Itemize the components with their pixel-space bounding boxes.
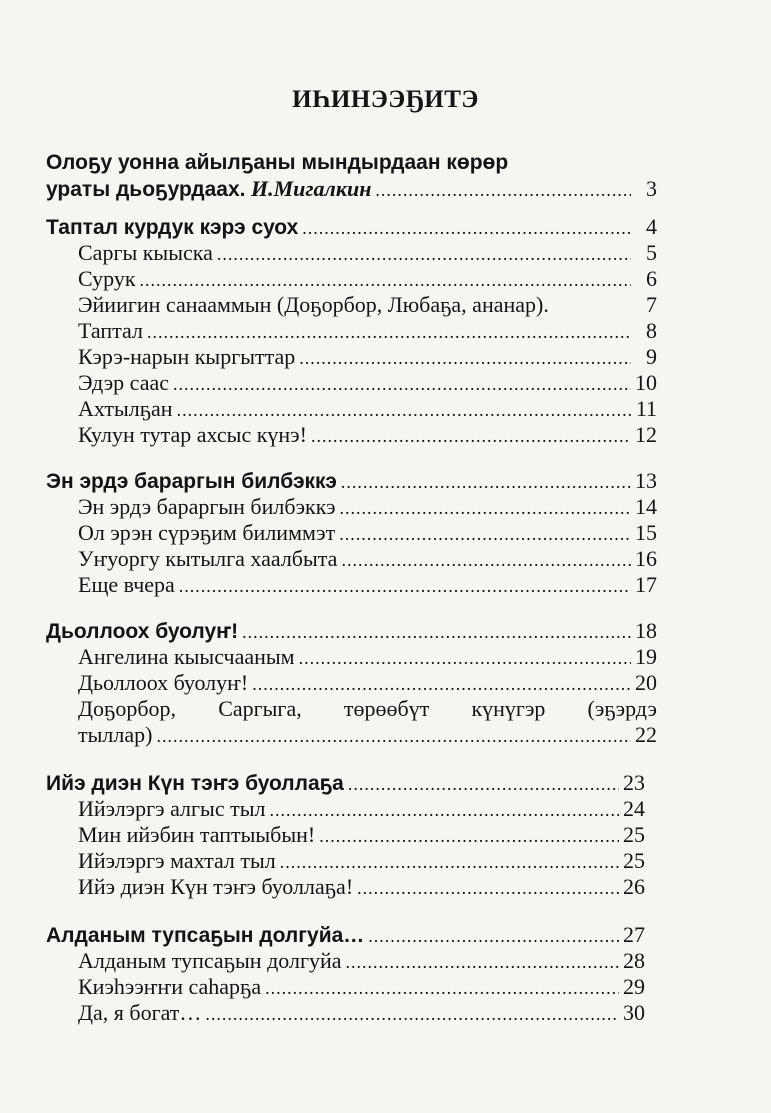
entry-label: Ол эрэн сүрэҕим билиммэт	[78, 520, 336, 545]
leader-dots	[339, 521, 631, 547]
toc-entry	[78, 974, 645, 1001]
intro-line-2	[46, 176, 371, 203]
toc-entry	[78, 422, 657, 449]
leader-dots	[147, 319, 631, 345]
toc-entry	[78, 240, 657, 267]
leader-dots	[302, 215, 631, 241]
entry-label: Сурук	[78, 266, 136, 291]
page-number: 27	[623, 922, 645, 947]
toc-section	[46, 922, 645, 949]
page-number: 12	[635, 422, 657, 447]
page-number: 13	[635, 468, 657, 493]
leader-dots	[265, 975, 619, 1001]
page-number: 16	[635, 546, 657, 571]
leader-dots	[357, 875, 619, 901]
page-number: 30	[623, 1000, 645, 1025]
toc-entry	[78, 266, 657, 293]
toc-entry	[78, 318, 657, 345]
leader-dots	[156, 723, 631, 749]
leader-dots	[299, 345, 631, 371]
page-number: 11	[635, 396, 657, 421]
page-number: 10	[635, 370, 657, 395]
entry-label: Да, я богат…	[78, 1000, 202, 1025]
toc-section	[46, 468, 657, 495]
entry-label: Еще вчера	[78, 572, 175, 597]
entry-label: Ахтылҕан	[78, 396, 173, 421]
toc-entry	[78, 572, 657, 599]
leader-dots	[252, 671, 631, 697]
entry-label: Ангелина кыысчааным	[78, 644, 295, 669]
page-number: 6	[646, 266, 657, 291]
toc-entry	[78, 370, 657, 397]
entry-label: Саргы кыыска	[78, 240, 213, 265]
page-number: 5	[646, 240, 657, 265]
intro-line-1: Олоҕу уонна айылҕаны мындырдаан көрөр	[46, 151, 509, 174]
leader-dots	[341, 547, 631, 573]
page-number: 19	[635, 644, 657, 669]
page-number: 25	[623, 848, 645, 873]
page-number: 15	[635, 520, 657, 545]
leader-dots	[311, 423, 631, 449]
page-title: ИҺИНЭЭҔИТЭ	[292, 86, 479, 113]
entry-label: Эн эрдэ бараргын билбэккэ	[78, 494, 336, 519]
page-number: 4	[646, 214, 657, 239]
toc-entry	[78, 292, 657, 319]
toc-entry	[78, 644, 657, 671]
page-number: 8	[646, 318, 657, 343]
leader-dots	[368, 923, 619, 949]
leader-dots	[269, 797, 619, 823]
toc-section	[46, 770, 645, 797]
toc-entry	[78, 670, 657, 697]
page-number: 18	[635, 618, 657, 643]
section-title: Дьоллоох буолуҥ!	[46, 620, 239, 643]
toc-section	[46, 618, 657, 645]
section-title: Таптал курдук кэрэ суох	[46, 216, 299, 239]
leader-dots	[319, 823, 619, 849]
entry-label: Дьоллоох буолуҥ!	[78, 670, 249, 695]
entry-label: Кулун тутар ахсыс күнэ!	[78, 422, 307, 447]
page-number: 25	[623, 822, 645, 847]
toc-entry-wrapped-line: Доҕорбор, Саргыга, төрөөбүт күнүгэр (эҕэрдэ	[78, 696, 657, 721]
intro-author: И.Мигалкин	[251, 176, 372, 201]
toc-entry	[78, 494, 657, 521]
toc-entry	[78, 396, 657, 423]
entry-label: Уҥуоргу кытылга хаалбыта	[78, 546, 338, 571]
toc-entry	[78, 1000, 645, 1027]
leader-dots	[242, 619, 631, 645]
toc-entry	[78, 822, 645, 849]
page-number: 7	[646, 292, 657, 317]
entry-label: Эйиигин санааммын (Доҕорбор, Любаҕа, ананар).	[78, 292, 549, 317]
entry-label: Ийэлэргэ махтал тыл	[78, 848, 276, 873]
entry-label: Мин ийэбин таптыыбын!	[78, 822, 316, 847]
toc-entry	[78, 722, 657, 749]
intro-entry	[46, 176, 657, 203]
intro-text: ураты дьоҕурдаах.	[46, 178, 246, 201]
section-title: Алданым тупсаҕын долгуйа…	[46, 924, 365, 947]
toc-entry	[78, 848, 645, 875]
toc-entry	[78, 796, 645, 823]
page-number: 23	[623, 770, 645, 795]
page-number: 26	[623, 874, 645, 899]
toc-entry	[78, 874, 645, 901]
section-title: Эн эрдэ бараргын билбэккэ	[46, 470, 337, 493]
toc-entry	[78, 344, 657, 371]
page-number: 24	[623, 796, 645, 821]
leader-dots	[346, 949, 619, 975]
leader-dots	[375, 177, 631, 203]
entry-label: Киэһээҥҥи саһарҕа	[78, 974, 262, 999]
leader-dots	[340, 495, 631, 521]
leader-dots	[140, 267, 631, 293]
leader-dots	[341, 469, 631, 495]
leader-dots	[299, 645, 631, 671]
entry-label: Таптал	[78, 318, 143, 343]
toc-entry	[78, 546, 657, 573]
leader-dots	[177, 397, 631, 423]
entry-label: Ийэлэргэ алгыс тыл	[78, 796, 266, 821]
toc-section	[46, 214, 657, 241]
leader-dots	[173, 371, 631, 397]
page-number: 3	[646, 176, 657, 201]
leader-dots	[348, 771, 619, 797]
page-number: 22	[635, 722, 657, 747]
entry-label: тыллар)	[78, 722, 153, 747]
toc-entry	[78, 520, 657, 547]
entry-label: Ийэ диэн Күн тэҥэ буоллаҕа!	[78, 874, 354, 899]
page-number: 29	[623, 974, 645, 999]
leader-dots	[280, 849, 619, 875]
page-number: 17	[635, 572, 657, 597]
page-number: 20	[635, 670, 657, 695]
page-number: 28	[623, 948, 645, 973]
entry-label: Эдэр саас	[78, 370, 169, 395]
leader-dots	[179, 573, 631, 599]
leader-dots	[205, 1001, 619, 1027]
entry-label: Кэрэ-нарын кыргыттар	[78, 344, 296, 369]
section-title: Ийэ диэн Күн тэҥэ буоллаҕа	[46, 772, 344, 795]
leader-dots	[217, 241, 631, 267]
page-number: 14	[635, 494, 657, 519]
entry-label: Алданым тупсаҕын долгуйа	[78, 948, 342, 973]
page-number: 9	[646, 344, 657, 369]
toc-entry	[78, 948, 645, 975]
